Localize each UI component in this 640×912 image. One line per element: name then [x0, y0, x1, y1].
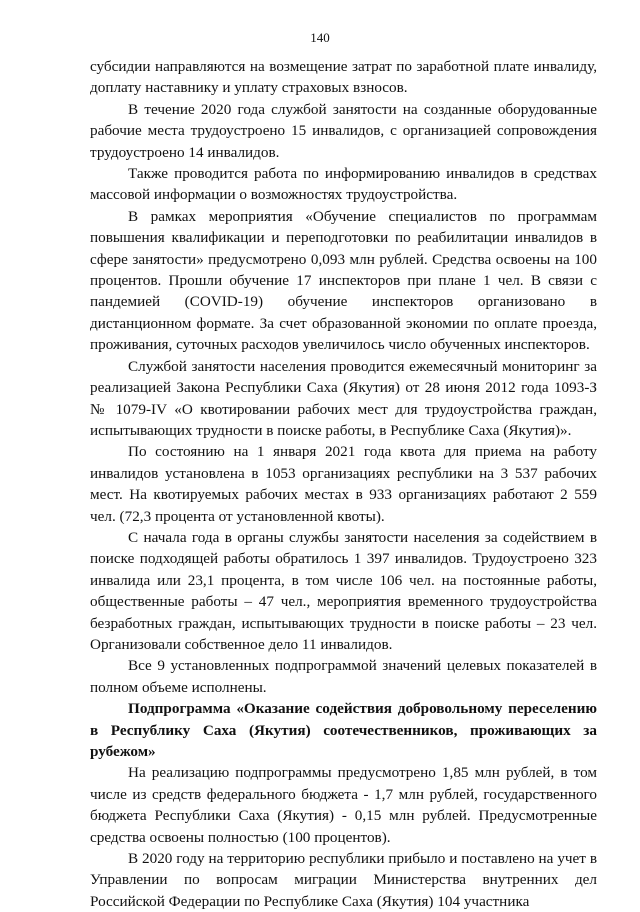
- paragraph-employment-2020: В течение 2020 года службой занятости на созданные оборудованные рабочие места трудоустроено 15 инвалидов, с организацией сопровождения трудоустроено 14 инвалидов.: [90, 100, 597, 161]
- paragraph-participants-arrived: В 2020 году на территорию республики прибыло и поставлено на учет в Управлении по вопросам миграции Министерства внутренних дел Российской Федерации по Республике Саха (Якутия) 104 участника: [90, 850, 597, 910]
- paragraph-media-information: Также проводится работа по информированию инвалидов в средствах массовой информации о возможностях трудоустройства.: [90, 165, 597, 204]
- paragraph-quota-status: По состоянию на 1 января 2021 года квота для приема на работу инвалидов установлена в 1053 организациях республики на 3 537 рабочих мест. На квотируемых рабочих местах в 933 организациях работают 2 559 чел. (72,3 процента от установленной квоты).: [90, 443, 597, 525]
- paragraph-subprogram-funding: На реализацию подпрограммы предусмотрено 1,85 млн рублей, в том числе из средств федерального бюджета - 1,7 млн рублей, государственного бюджета Республики Саха (Якутия) - 0,15 млн рублей. Предусмотренные средства освоены полностью (100 процентов).: [90, 764, 597, 846]
- document-body: [90, 56, 597, 912]
- paragraph-specialist-training: В рамках мероприятия «Обучение специалистов по программам повышения квалификации и переподготовки по реабилитации инвалидов в сфере занятости» предусмотрено 0,093 млн рублей. Средства освоены на 100 процентов. Прошли обучение 17 инспекторов при плане 1 чел. В связи с пандемией (COVID-19) обучение инспекторов организовано в дистанционном формате. За счет образованной экономии по оплате проезда, проживания, суточных расходов увеличилось число обученных инспекторов.: [90, 207, 597, 354]
- paragraph-subsidies-continuation: субсидии направляются на возмещение затрат по заработной плате инвалиду, доплату наставнику и уплату страховых взносов.: [90, 58, 597, 97]
- page-number: 140: [310, 30, 330, 45]
- paragraph-indicators-fulfilled: Все 9 установленных подпрограммой значений целевых показателей в полном объеме исполнены.: [90, 657, 597, 696]
- paragraph-job-search-results: С начала года в органы службы занятости населения за содействием в поиске подходящей работы обратилось 1 397 инвалидов. Трудоустроено 323 инвалида или 23,1 процента, в том числе 106 чел. на постоянные работы, общественные работы – 47 чел., мероприятия временного трудоустройства безработных граждан, испытывающих трудности в поиске работы – 23 чел. Организовали собственное дело 11 инвалидов.: [90, 528, 597, 653]
- subprogram-heading: Подпрограмма «Оказание содействия добровольному переселению в Республику Саха (Якутия) соотечественников, проживающих за рубежом»: [90, 700, 597, 760]
- paragraph-quota-monitoring: Службой занятости населения проводится ежемесячный мониторинг за реализацией Закона Республики Саха (Якутия) от 28 июня 2012 года 1093-З № 1079-IV «О квотировании рабочих мест для трудоустройства граждан, испытывающих трудности в поиске работы, в Республике Саха (Якутия)».: [90, 357, 597, 439]
